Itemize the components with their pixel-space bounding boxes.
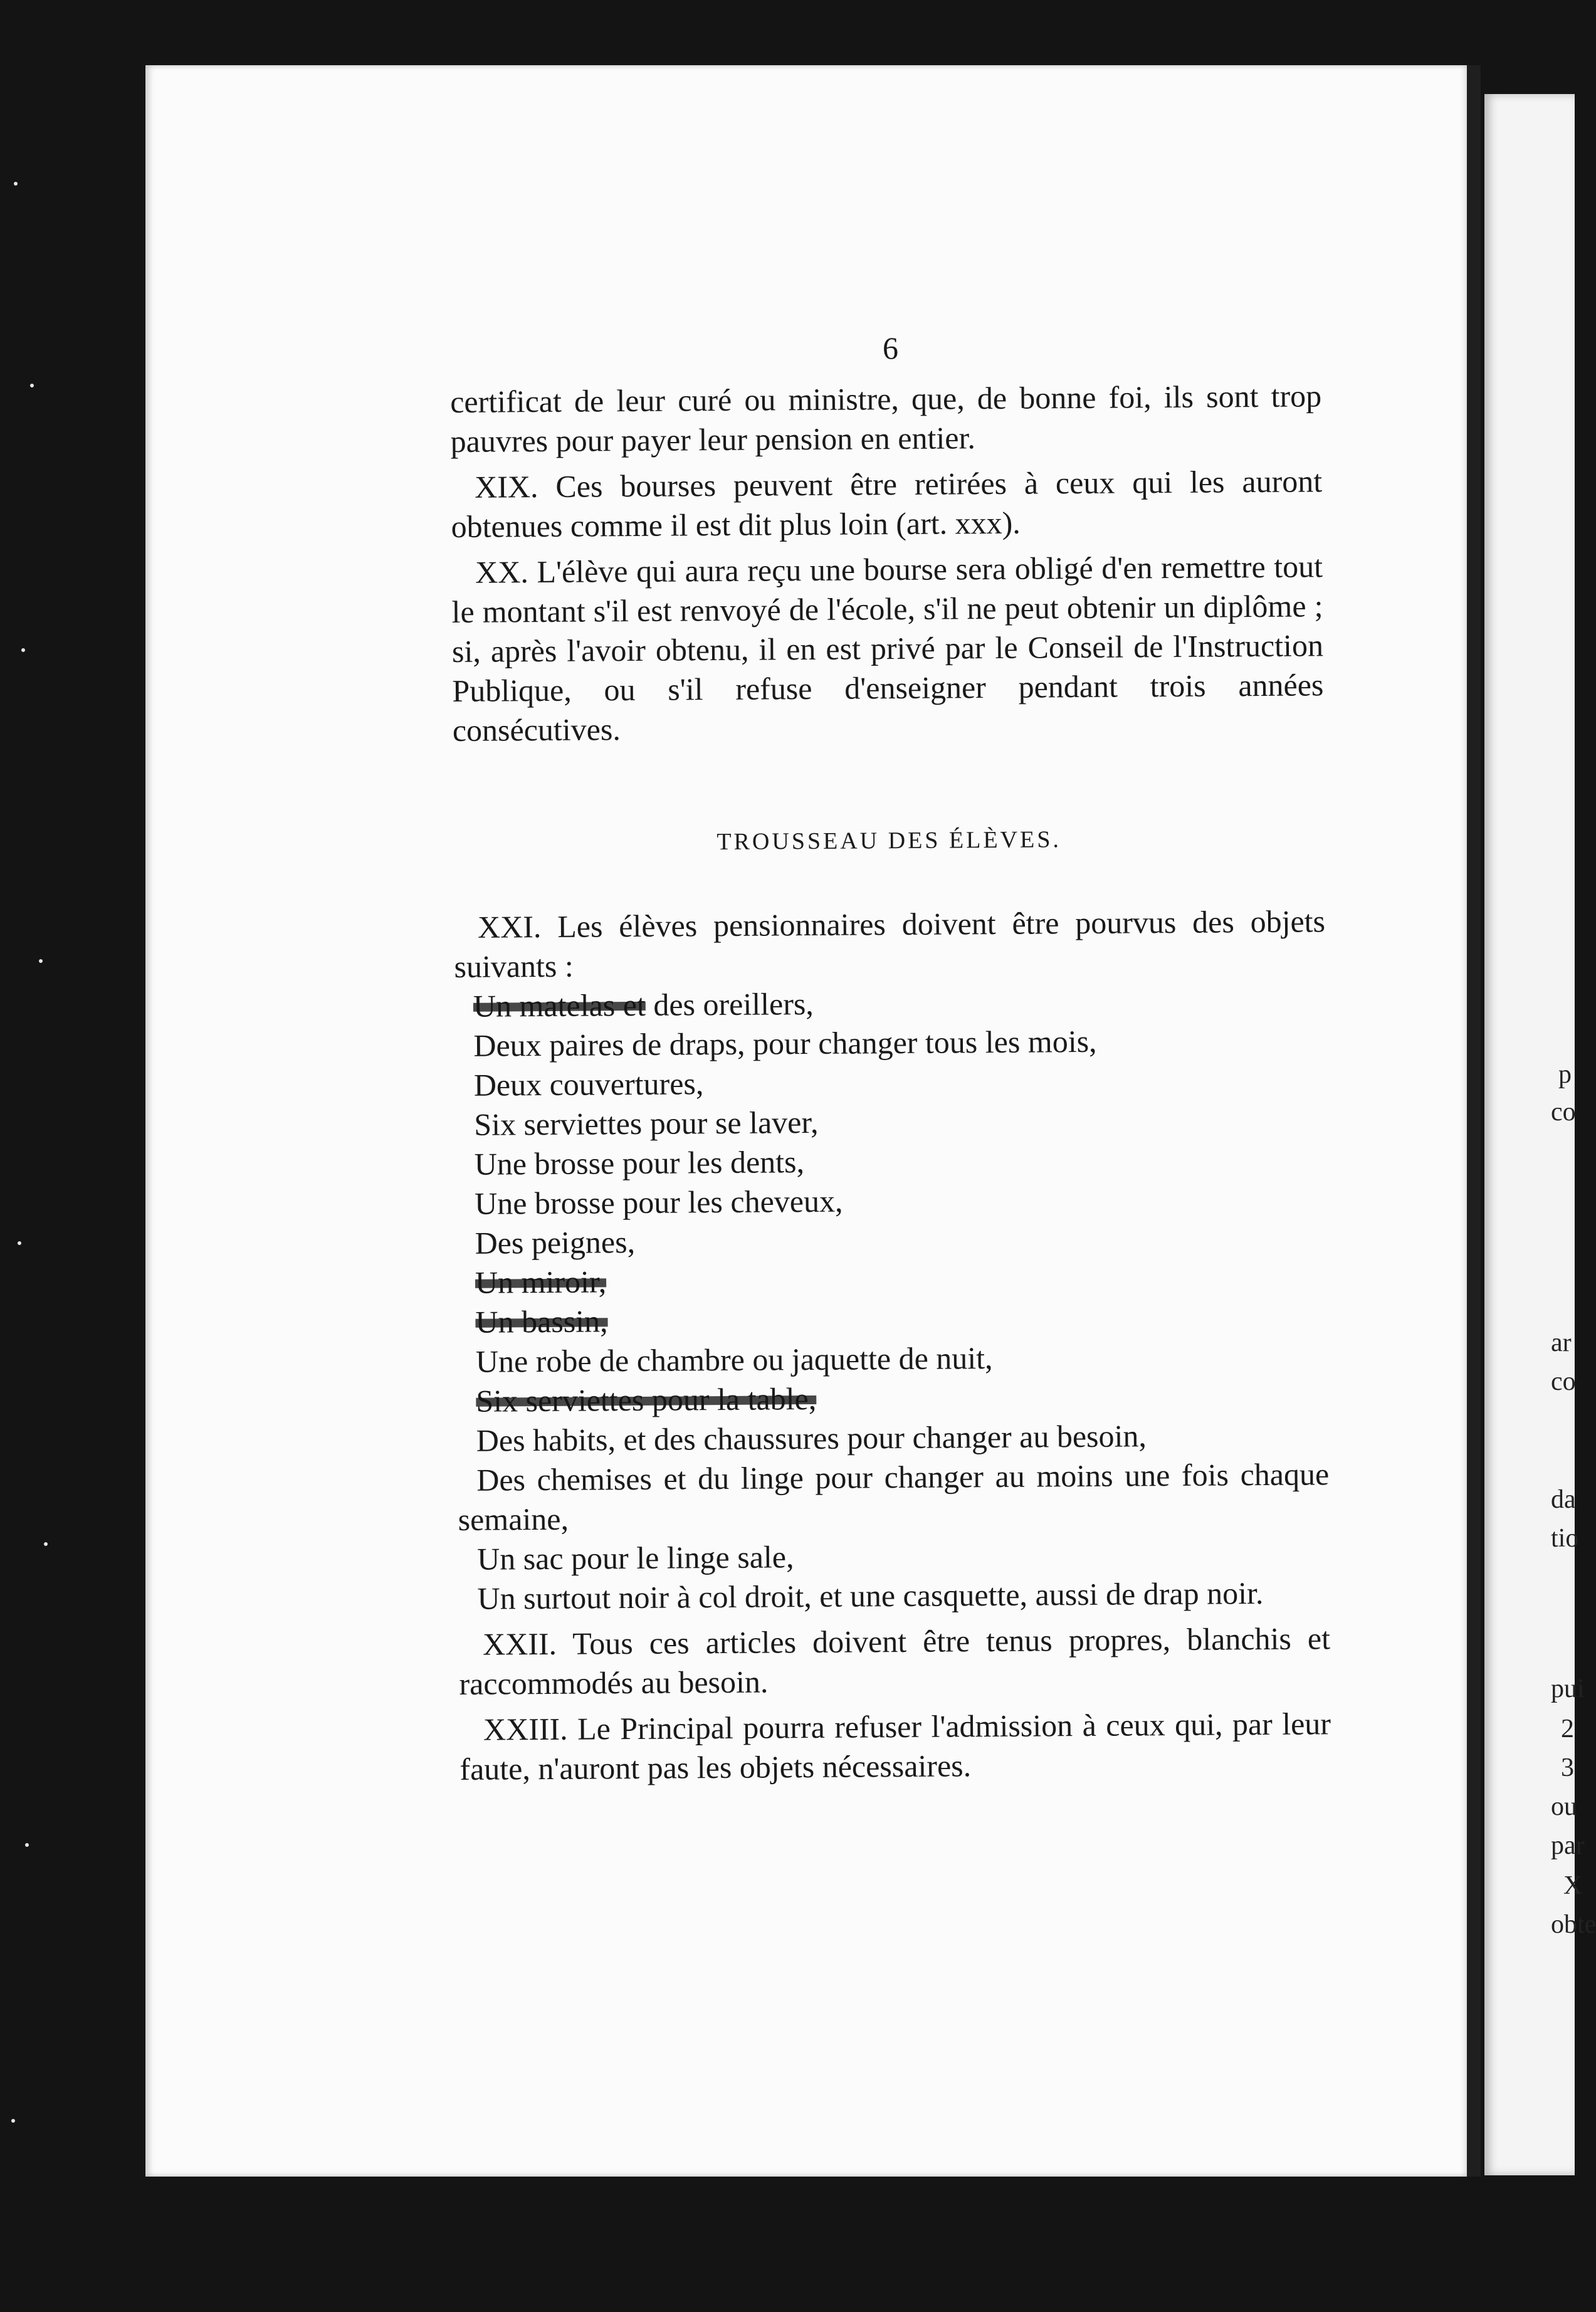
- adjacent-page-edge: [1484, 94, 1596, 2175]
- adjacent-fragment: ar: [1551, 1328, 1572, 1357]
- article-xxii: XXII. Tous ces articles doivent être tenus propres, blanchis et raccommodés au besoin.: [459, 1621, 1331, 1701]
- struck-text: Six serviettes pour la table,: [476, 1380, 817, 1419]
- list-item: Des chemises et du linge pour changer au moins une fois chaque semaine,: [458, 1456, 1330, 1537]
- list-item: [457, 1375, 1328, 1421]
- list-item: Des habits, et des chaussures pour changer au besoin,: [476, 1418, 1147, 1458]
- struck-text: Un bassin,: [475, 1303, 608, 1340]
- list-item: Deux couvertures,: [473, 1066, 704, 1103]
- adjacent-fragment: p: [1558, 1060, 1572, 1089]
- scan-margin-specks: [0, 0, 144, 2312]
- adjacent-fragment: X: [1563, 1871, 1583, 1900]
- list-item: [454, 980, 1326, 1026]
- struck-text: Un miroir,: [475, 1264, 607, 1300]
- list-item: Des peignes,: [475, 1224, 636, 1261]
- list-item: Une robe de chambre ou jaquette de nuit,: [475, 1340, 993, 1379]
- list-item-text: des oreillers,: [645, 985, 814, 1022]
- list-item: Deux paires de draps, pour changer tous les mois,: [473, 1023, 1097, 1063]
- page-body: [450, 376, 1331, 1789]
- article-xx: XX. L'élève qui aura reçu une bourse sera obligé d'en remettre tout le montant s'il est renvoyé de l'école, s'il ne peut obtenir un diplôme ; si, après l'avoir obtenu, il en est privé par le Conseil de l'Instruction Publique, ou s'il refuse d'enseigner pendant trois années consécutives.: [451, 549, 1324, 748]
- article-xix: XIX. Ces bourses peuvent être retirées à ceux qui les auront obtenues comme il est dit plus loin (art. xxx).: [451, 463, 1323, 544]
- list-item: Six serviettes pour se laver,: [474, 1104, 819, 1142]
- adjacent-fragment: par: [1551, 1831, 1585, 1860]
- adjacent-fragment: tio: [1551, 1524, 1579, 1553]
- adjacent-fragment: 3: [1561, 1753, 1574, 1782]
- page-number: 6: [883, 330, 898, 365]
- list-item: Un sac pour le linge sale,: [476, 1539, 794, 1577]
- list-item: [456, 1257, 1328, 1303]
- list-item: Une brosse pour les cheveux,: [474, 1183, 843, 1221]
- adjacent-fragment: co: [1551, 1098, 1576, 1127]
- adjacent-fragment: pui: [1551, 1674, 1585, 1703]
- adjacent-fragment: 2: [1561, 1715, 1574, 1743]
- list-item: [456, 1296, 1328, 1342]
- article-xxi: XXI. Les élèves pensionnaires doivent être pourvus des objets suivants :: [454, 903, 1326, 984]
- article-xxiii: XXIII. Le Principal pourra refuser l'admission à ceux qui, par leur faute, n'auront pas les objets nécessaires.: [459, 1706, 1331, 1787]
- adjacent-fragment: ou: [1551, 1792, 1577, 1821]
- list-item: Une brosse pour les dents,: [474, 1144, 805, 1182]
- struck-text: Un matelas et: [473, 987, 646, 1024]
- section-heading: TROUSSEAU DES ÉLÈVES.: [717, 826, 1062, 856]
- adjacent-fragment: obte: [1551, 1910, 1596, 1939]
- adjacent-fragment: co: [1551, 1367, 1576, 1396]
- adjacent-fragment: da: [1551, 1485, 1576, 1514]
- paragraph-continuation: certificat de leur curé ou ministre, que, de bonne foi, ils sont trop pauvres pour payer leur pension en entier.: [450, 378, 1322, 459]
- list-item: Un surtout noir à col droit, et une casquette, aussi de drap noir.: [477, 1575, 1264, 1616]
